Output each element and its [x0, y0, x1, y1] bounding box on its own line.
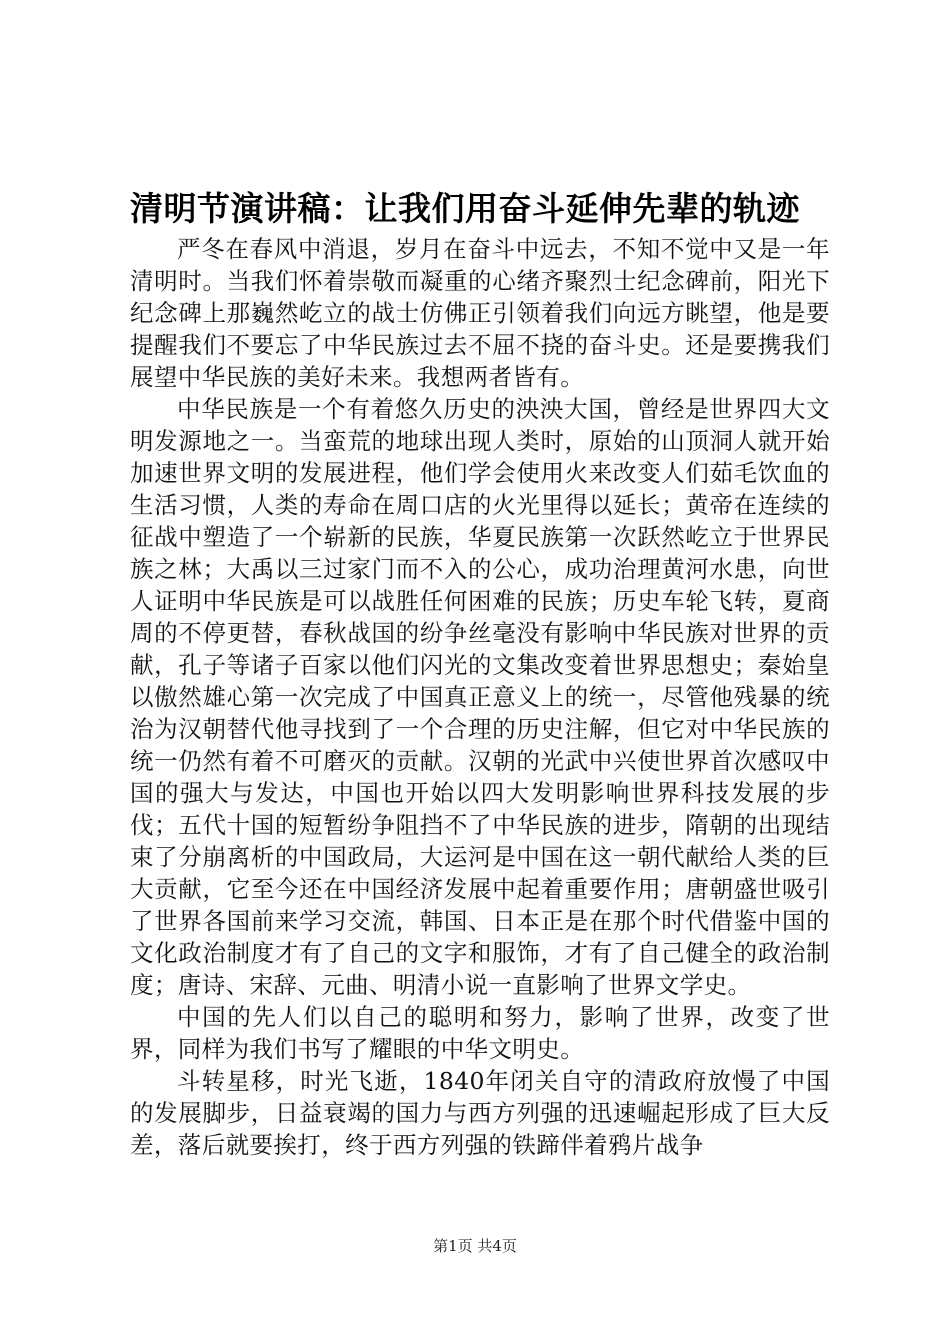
paragraph-1: 严冬在春风中消退，岁月在奋斗中远去，不知不觉中又是一年清明时。当我们怀着崇敬而凝重的心绪齐聚烈士纪念碑前，阳光下纪念碑上那巍然屹立的战士仿佛正引领着我们向远方眺望，他是要提醒我们不要忘了中华民族过去不屈不挠的奋斗史。还是要携我们展望中华民族的美好未来。我想两者皆有。 — [130, 235, 830, 391]
document-title: 清明节演讲稿：让我们用奋斗延伸先辈的轨迹 — [130, 189, 800, 228]
page-footer: 第1页 共4页 — [433, 1237, 517, 1255]
paragraph-4: 斗转星移，时光飞逝，1840年闭关自守的清政府放慢了中国的发展脚步，日益衰竭的国力与西方列强的迅速崛起形成了巨大反差，落后就要挨打，终于西方列强的铁蹄伴着鸦片战争 — [130, 1067, 830, 1159]
paragraph-2: 中华民族是一个有着悠久历史的泱泱大国，曾经是世界四大文明发源地之一。当蛮荒的地球出现人类时，原始的山顶洞人就开始加速世界文明的发展进程，他们学会使用火来改变人们茹毛饮血的生活习惯，人类的寿命在周口店的火光里得以延长；黄帝在连续的征战中塑造了一个崭新的民族，华夏民族第一次跃然屹立于世界民族之林；大禹以三过家门而不入的公心，成功治理黄河水患，向世人证明中华民族是可以战胜任何困难的民族；历史车轮飞转，夏商周的不停更替，春秋战国的纷争丝毫没有影响中华民族对世界的贡献，孔子等诸子百家以他们闪光的文集改变着世界思想史；秦始皇以傲然雄心第一次完成了中国真正意义上的统一，尽管他残暴的统治为汉朝替代他寻找到了一个合理的历史注解，但它对中华民族的统一仍然有着不可磨灭的贡献。汉朝的光武中兴使世界首次感叹中国的强大与发达，中国也开始以四大发明影响世界科技发展的步伐；五代十国的短暂纷争阻挡不了中华民族的进步，隋朝的出现结束了分崩离析的中国政局，大运河是中国在这一朝代献给人类的巨大贡献，它至今还在中国经济发展中起着重要作用；唐朝盛世吸引了世界各国前来学习交流，韩国、日本正是在那个时代借鉴中国的文化政治制度才有了自己的文字和服饰，才有了自己健全的政治制度；唐诗、宋辞、元曲、明清小说一直影响了世界文学史。 — [130, 395, 830, 999]
paragraph-3: 中国的先人们以自己的聪明和努力，影响了世界，改变了世界，同样为我们书写了耀眼的中华文明史。 — [130, 1003, 830, 1063]
document-body — [130, 233, 830, 1161]
